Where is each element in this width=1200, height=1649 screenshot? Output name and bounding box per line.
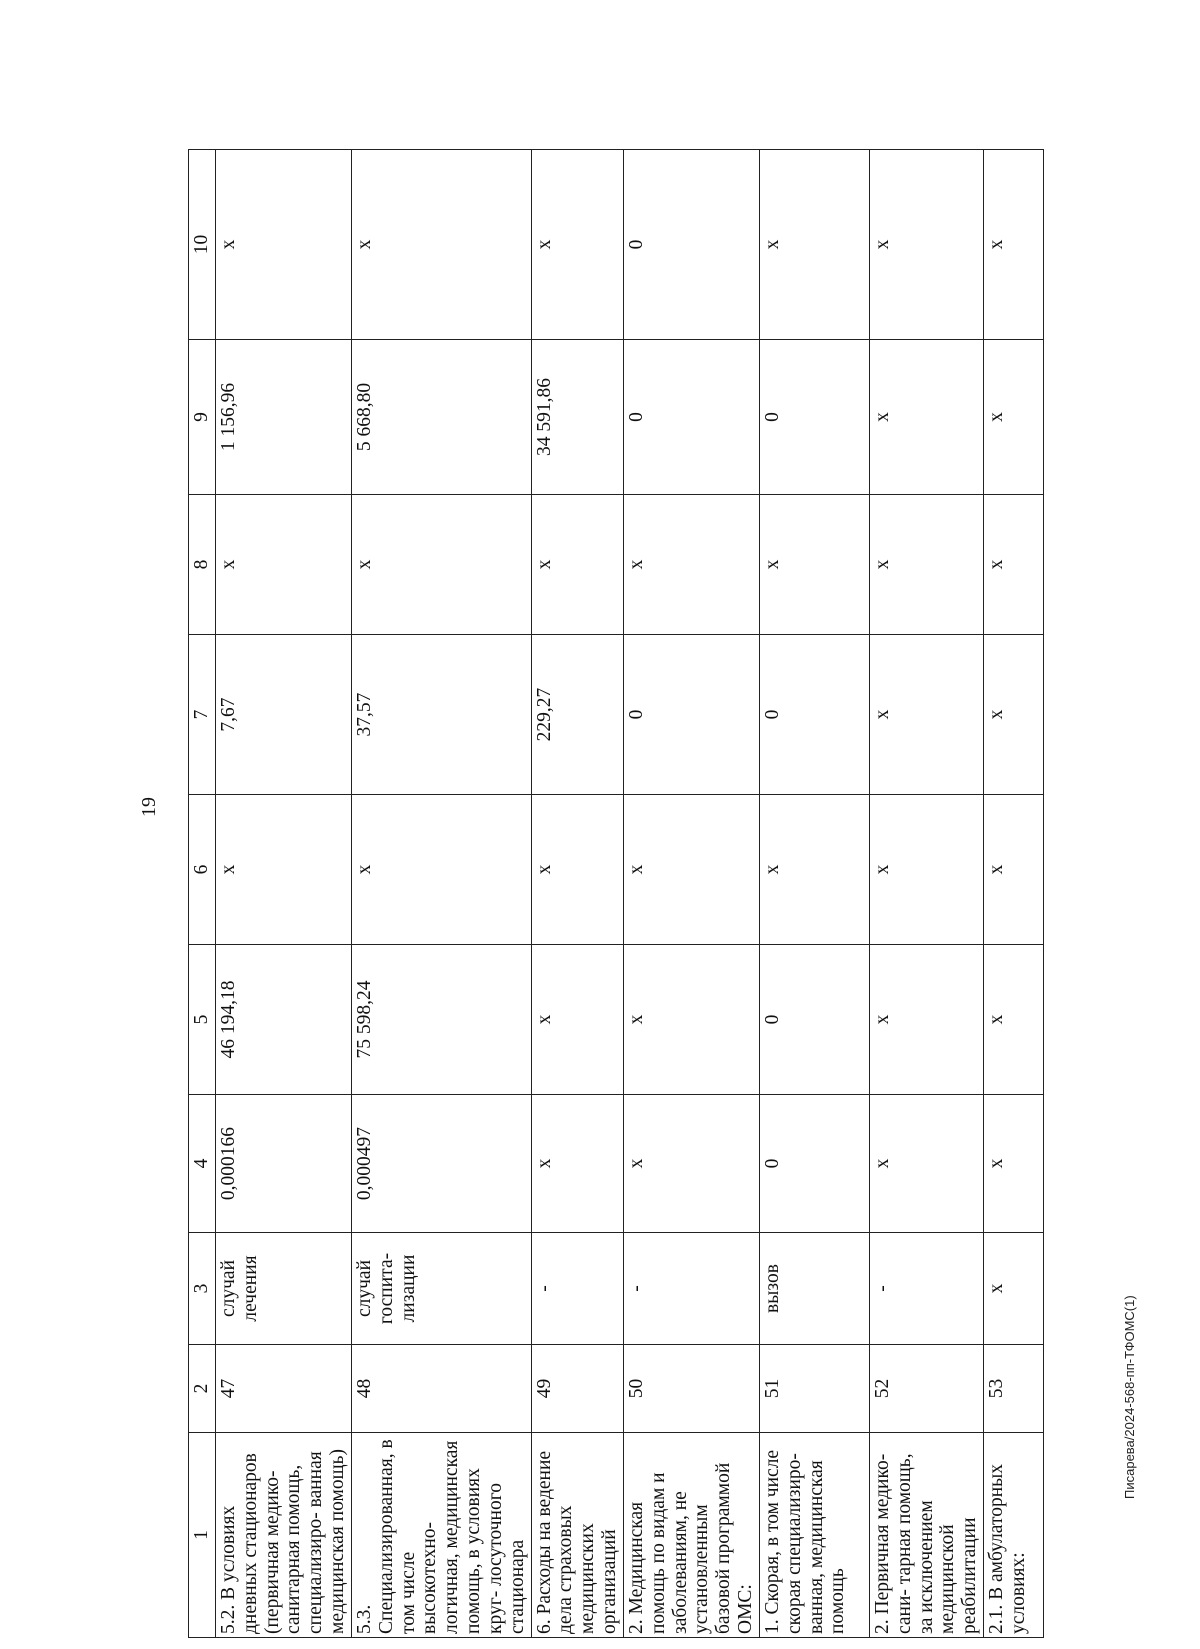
page-number: 19 <box>138 797 160 817</box>
table-cell: вызов <box>759 1233 869 1345</box>
table-cell: х <box>869 150 983 340</box>
table-cell: 53 <box>984 1345 1044 1433</box>
table-row <box>531 150 623 1638</box>
table-cell: 49 <box>531 1345 623 1433</box>
table-cell: 0 <box>759 1095 869 1233</box>
column-header-3: 3 <box>189 1233 216 1345</box>
row-label: 2. Медицинская помощь по видам и заболеваниям, не установленным базовой программой ОМС: <box>623 1433 759 1638</box>
table-cell: 0 <box>759 340 869 495</box>
table-row <box>351 150 531 1638</box>
table-cell: х <box>623 795 759 945</box>
table-cell: х <box>216 795 352 945</box>
table-cell: х <box>759 495 869 635</box>
table-row <box>623 150 759 1638</box>
table-cell: 0,000497 <box>351 1095 531 1233</box>
table-cell: х <box>984 635 1044 795</box>
table-cell: х <box>984 340 1044 495</box>
column-header-5: 5 <box>189 945 216 1095</box>
table-cell: 52 <box>869 1345 983 1433</box>
table-cell: случай лечения <box>216 1233 352 1345</box>
table-cell: 51 <box>759 1345 869 1433</box>
table-cell: 229,27 <box>531 635 623 795</box>
table-cell: 34 591,86 <box>531 340 623 495</box>
table-cell: х <box>759 795 869 945</box>
table-cell: 50 <box>623 1345 759 1433</box>
column-header-7: 7 <box>189 635 216 795</box>
table-cell: - <box>531 1233 623 1345</box>
table-cell: х <box>531 495 623 635</box>
table-cell: х <box>623 1095 759 1233</box>
table-cell: 0 <box>759 635 869 795</box>
table-cell: х <box>984 945 1044 1095</box>
column-header-1: 1 <box>189 1433 216 1638</box>
table-cell: х <box>531 795 623 945</box>
table-cell: х <box>531 1095 623 1233</box>
table-cell: х <box>351 495 531 635</box>
table-cell: х <box>869 945 983 1095</box>
row-label: 5.3. Специализированная, в том числе высокотехно- логичная, медицинская помощь, в условиях круг- лосуточного стационара <box>351 1433 531 1638</box>
table-cell: х <box>216 150 352 340</box>
table-cell: случай госпита- лизации <box>351 1233 531 1345</box>
table-cell: х <box>531 945 623 1095</box>
table-row <box>869 150 983 1638</box>
table-cell: 46 194,18 <box>216 945 352 1095</box>
table-cell: 0 <box>623 635 759 795</box>
column-header-8: 8 <box>189 495 216 635</box>
table-cell: х <box>351 795 531 945</box>
table-cell: 0 <box>623 150 759 340</box>
table-cell: х <box>623 945 759 1095</box>
table-cell: 7,67 <box>216 635 352 795</box>
table-cell: х <box>351 150 531 340</box>
table-row <box>216 150 352 1638</box>
table-cell: х <box>869 635 983 795</box>
table-cell: 75 598,24 <box>351 945 531 1095</box>
table-cell: 37,57 <box>351 635 531 795</box>
data-table <box>188 149 1044 1638</box>
column-header-6: 6 <box>189 795 216 945</box>
table-cell: 0 <box>759 945 869 1095</box>
table-cell: х <box>216 495 352 635</box>
table-cell: х <box>869 495 983 635</box>
table-cell: х <box>984 795 1044 945</box>
table-cell: - <box>623 1233 759 1345</box>
table-cell: 47 <box>216 1345 352 1433</box>
table-cell: х <box>869 340 983 495</box>
table-cell: х <box>984 1233 1044 1345</box>
table-row <box>984 150 1044 1638</box>
table-cell: 0,000166 <box>216 1095 352 1233</box>
table-cell: х <box>869 795 983 945</box>
table-cell: х <box>984 495 1044 635</box>
column-header-4: 4 <box>189 1095 216 1233</box>
table-cell: 48 <box>351 1345 531 1433</box>
header-row <box>189 150 216 1638</box>
table-cell: 1 156,96 <box>216 340 352 495</box>
row-label: 2. Первичная медико-сани- тарная помощь, за исключением медицинской реабилитации <box>869 1433 983 1638</box>
table-cell: х <box>623 495 759 635</box>
table-cell: х <box>984 150 1044 340</box>
column-header-9: 9 <box>189 340 216 495</box>
column-header-2: 2 <box>189 1345 216 1433</box>
row-label: 6. Расходы на ведение дела страховых медицинских организаций <box>531 1433 623 1638</box>
table-cell: х <box>531 150 623 340</box>
table-cell: 0 <box>623 340 759 495</box>
row-label: 2.1. В амбулаторных условиях: <box>984 1433 1044 1638</box>
document-footer: Писарева/2024-568-пп-ТФОМС(1) <box>1122 1295 1137 1499</box>
table-cell: х <box>869 1095 983 1233</box>
table-row <box>759 150 869 1638</box>
row-label: 5.2. В условиях дневных стационаров (первичная медико-санитарная помощь, специализиро- ванная медицинская помощь) <box>216 1433 352 1638</box>
table-cell: х <box>984 1095 1044 1233</box>
table-cell: 5 668,80 <box>351 340 531 495</box>
column-header-10: 10 <box>189 150 216 340</box>
table-cell: х <box>759 150 869 340</box>
row-label: 1. Скорая, в том числе скорая специализиро- ванная, медицинская помощь <box>759 1433 869 1638</box>
table-cell: - <box>869 1233 983 1345</box>
